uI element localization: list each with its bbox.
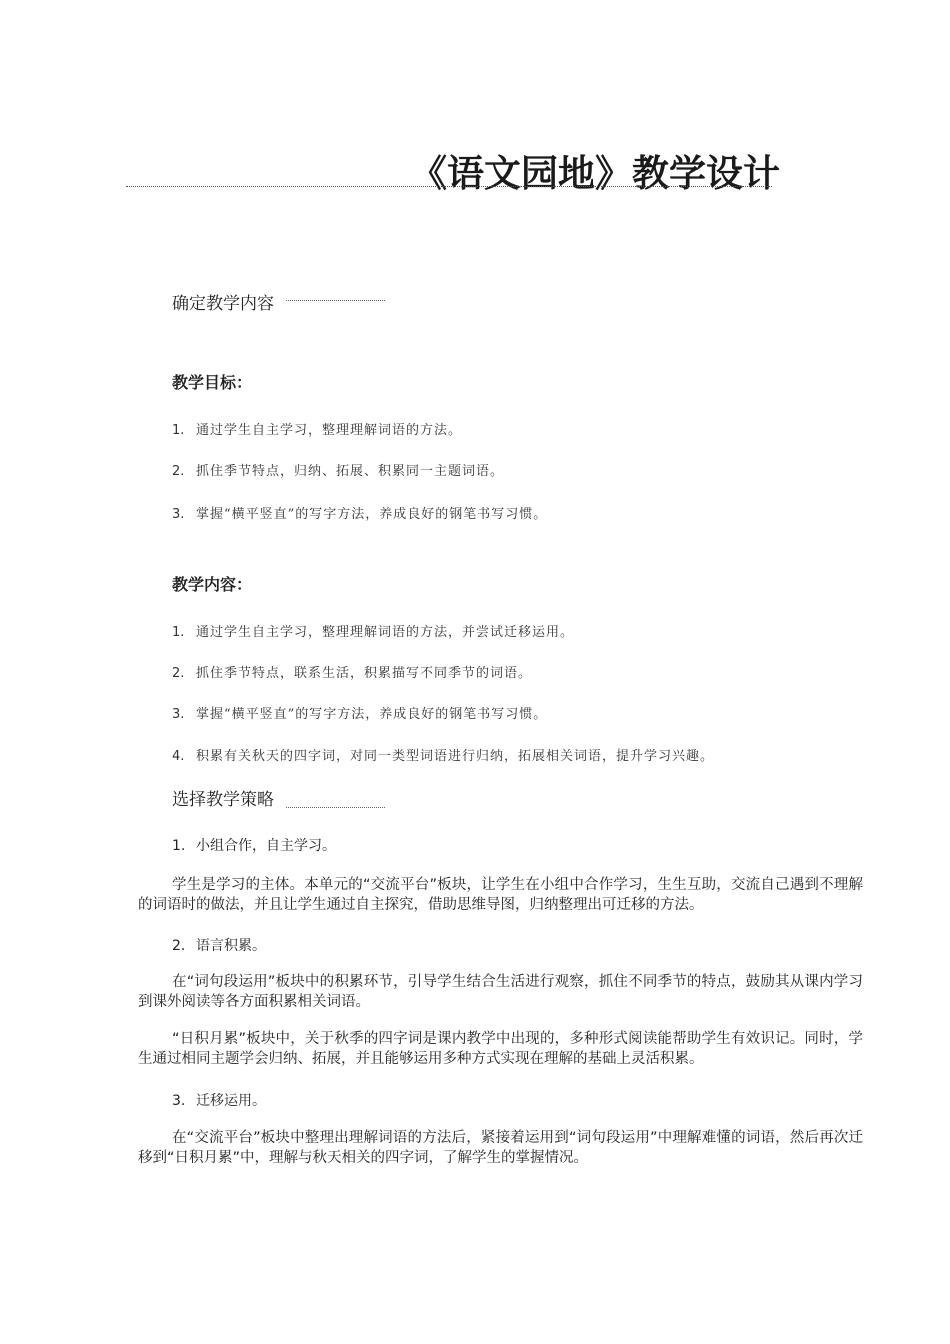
list-item (172, 621, 574, 640)
list-item (172, 745, 714, 764)
strategy-number: 1. (172, 838, 186, 854)
page-title: 《语文园地》教学设计 (410, 151, 780, 195)
list-item-number: 3. (172, 507, 185, 522)
section-heading-content: 确定教学内容 (172, 294, 274, 314)
list-item (172, 460, 504, 479)
strategy-item (172, 935, 266, 955)
strategy-title: 小组合作，自主学习。 (196, 838, 336, 854)
paragraph: 在“交流平台”板块中整理出理解词语的方法后，紧接着运用到“词句段运用”中理解难懂的词语，然后再次迁移到“日积月累”中，理解与秋天相关的四字词，了解学生的掌握情况。 (138, 1130, 863, 1166)
list-item-number: 4. (172, 749, 185, 764)
list-item-text: 积累有关秋天的四字词，对同一类型词语进行归纳，拓展相关词语，提升学习兴趣。 (196, 749, 715, 764)
strategy-title: 语言积累。 (196, 938, 266, 954)
section-heading-strategy: 选择教学策略 (172, 790, 274, 810)
list-item-text: 通过学生自主学习，整理理解词语的方法。 (196, 423, 463, 438)
content-heading: 教学内容： (172, 575, 253, 594)
strategy-number: 2. (172, 938, 186, 954)
list-item-number: 1. (172, 625, 185, 640)
list-item-number: 1. (172, 423, 185, 438)
strategy-item (172, 835, 336, 855)
paragraph: 在“词句段运用”板块中的积累环节，引导学生结合生活进行观察，抓住不同季节的特点，鼓励其从课内学习到课外阅读等各方面积累相关词语。 (138, 974, 863, 1010)
list-item (172, 419, 462, 438)
list-item-text: 抓住季节特点，归纳、拓展、积累同一主题词语。 (196, 464, 505, 479)
list-item-text: 掌握“横平竖直”的写字方法，养成良好的钢笔书写习惯。 (196, 507, 548, 522)
list-item (172, 703, 547, 722)
strategy-item (172, 1090, 266, 1110)
list-item-number: 2. (172, 464, 185, 479)
list-item-number: 3. (172, 707, 185, 722)
list-item-text: 通过学生自主学习，整理理解词语的方法，并尝试迁移运用。 (196, 625, 575, 640)
section-heading-rule (286, 300, 385, 301)
list-item-number: 2. (172, 666, 185, 681)
paragraph: “日积月累”板块中，关于秋季的四字词是课内教学中出现的，多种形式阅读能帮助学生有效识记。同时，学生通过相同主题学会归纳、拓展，并且能够运用多种方式实现在理解的基础上灵活积累。 (138, 1031, 863, 1067)
list-item-text: 掌握“横平竖直”的写字方法，养成良好的钢笔书写习惯。 (196, 707, 548, 722)
paragraph: 学生是学习的主体。本单元的“交流平台”板块，让学生在小组中合作学习，生生互助，交流自己遇到不理解的词语时的做法，并且让学生通过自主探究，借助思维导图，归纳整理出可迁移的方法。 (138, 877, 863, 913)
section-heading-rule (286, 807, 385, 808)
goals-heading: 教学目标： (172, 373, 253, 392)
list-item (172, 503, 547, 522)
strategy-title: 迁移运用。 (196, 1093, 266, 1109)
list-item-text: 抓住季节特点，联系生活，积累描写不同季节的词语。 (196, 666, 533, 681)
strategy-number: 3. (172, 1093, 186, 1109)
title-divider (126, 186, 772, 187)
list-item (172, 662, 532, 681)
